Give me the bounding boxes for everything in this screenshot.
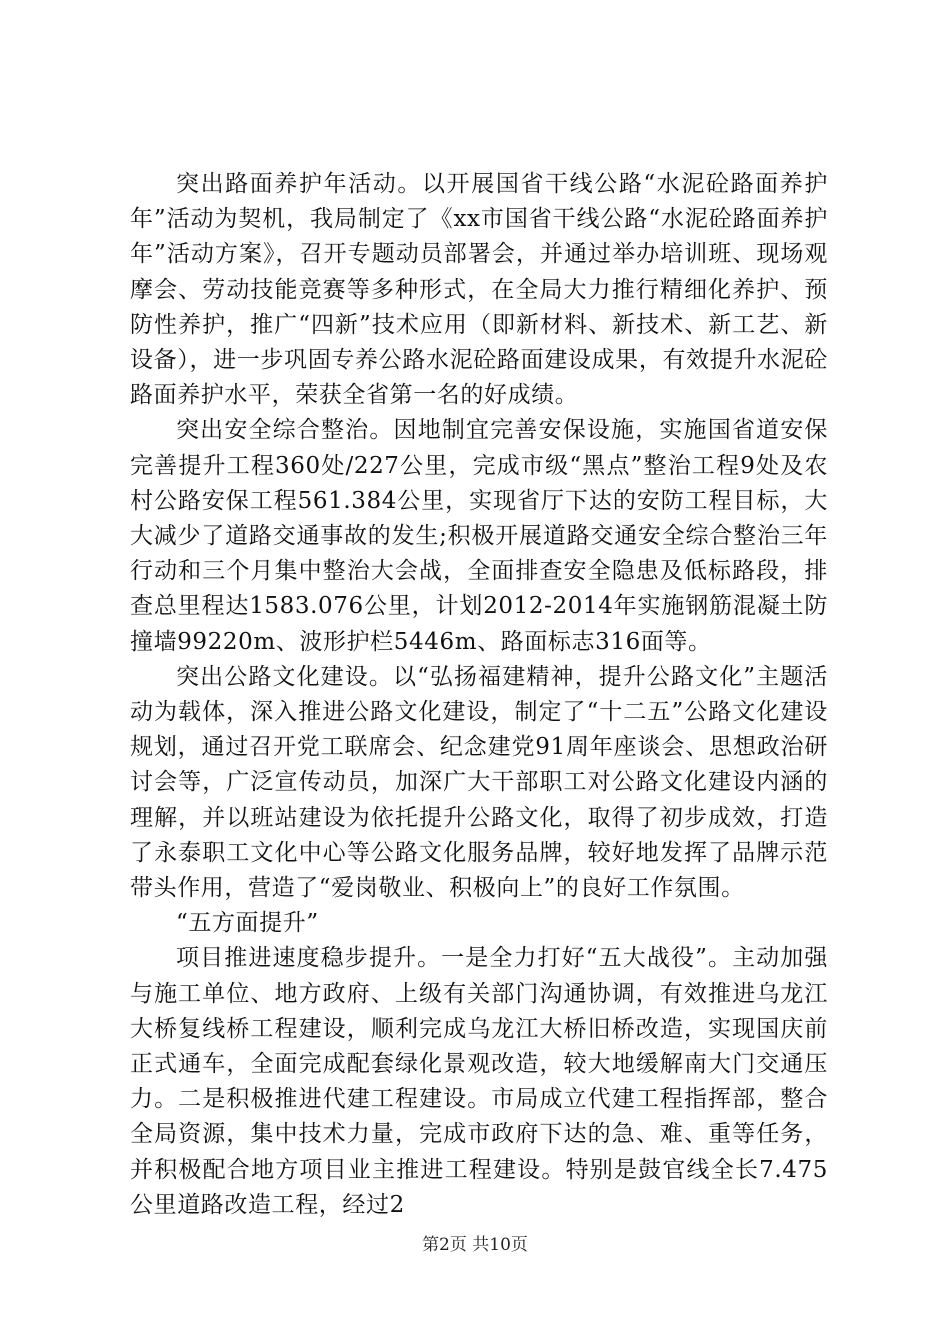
page-number-footer: 第2页 共10页: [422, 1235, 528, 1255]
paragraph-road-culture: 突出公路文化建设。以“弘扬福建精神，提升公路文化”主题活动为载体，深入推进公路文化建设，制定了“十二五”公路文化建设规划，通过召开党工联席会、纪念建党91周年座谈会、思想政治研讨会等，广泛宣传动员，加深广大干部职工对公路文化建设内涵的理解，并以班站建设为依托提升公路文化，取得了初步成效，打造了永泰职工文化中心等公路文化服务品牌，较好地发挥了品牌示范带头作用，营造了“爱岗敬业、积极向上”的良好工作氛围。: [130, 663, 828, 902]
section-heading-five-improvements: “五方面提升”: [176, 910, 319, 937]
paragraph-road-maintenance: 突出路面养护年活动。以开展国省干线公路“水泥砼路面养护年”活动为契机，我局制定了《xx市国省干线公路“水泥砼路面养护年”活动方案》，召开专题动员部署会，并通过举办培训班、现场观摩会、劳动技能竞赛等多种形式，在全局大力推行精细化养护、预防性养护，推广“四新”技术应用（即新材料、新技术、新工艺、新设备），进一步巩固专养公路水泥砼路面建设成果，有效提升水泥砼路面养护水平，荣获全省第一名的好成绩。: [130, 171, 828, 409]
paragraph-safety-rectification: 突出安全综合整治。因地制宜完善安保设施，实施国省道安保完善提升工程360处/227公里，完成市级“黑点”整治工程9处及农村公路安保工程561.384公里，实现省厅下达的安防工程目标，大大减少了道路交通事故的发生;积极开展道路交通安全综合整治三年行动和三个月集中整治大会战，全面排查安全隐患及低标路段，排查总里程达1583.076公里，计划2012-2014年实施钢筋混凝土防撞墙99220m、波形护栏5446m、路面标志316面等。: [130, 417, 828, 655]
paragraph-project-progress: 项目推进速度稳步提升。一是全力打好“五大战役”。主动加强与施工单位、地方政府、上级有关部门沟通协调，有效推进乌龙江大桥复线桥工程建设，顺利完成乌龙江大桥旧桥改造，实现国庆前正式通车，全面完成配套绿化景观改造，较大地缓解南大门交通压力。二是积极推进代建工程建设。市局成立代建工程指挥部，整合全局资源，集中技术力量，完成市政府下达的急、难、重等任务，并积极配合地方项目业主推进工程建设。特别是鼓官线全长7.475公里道路改造工程，经过2: [130, 945, 828, 1218]
document-body: [130, 167, 828, 1223]
